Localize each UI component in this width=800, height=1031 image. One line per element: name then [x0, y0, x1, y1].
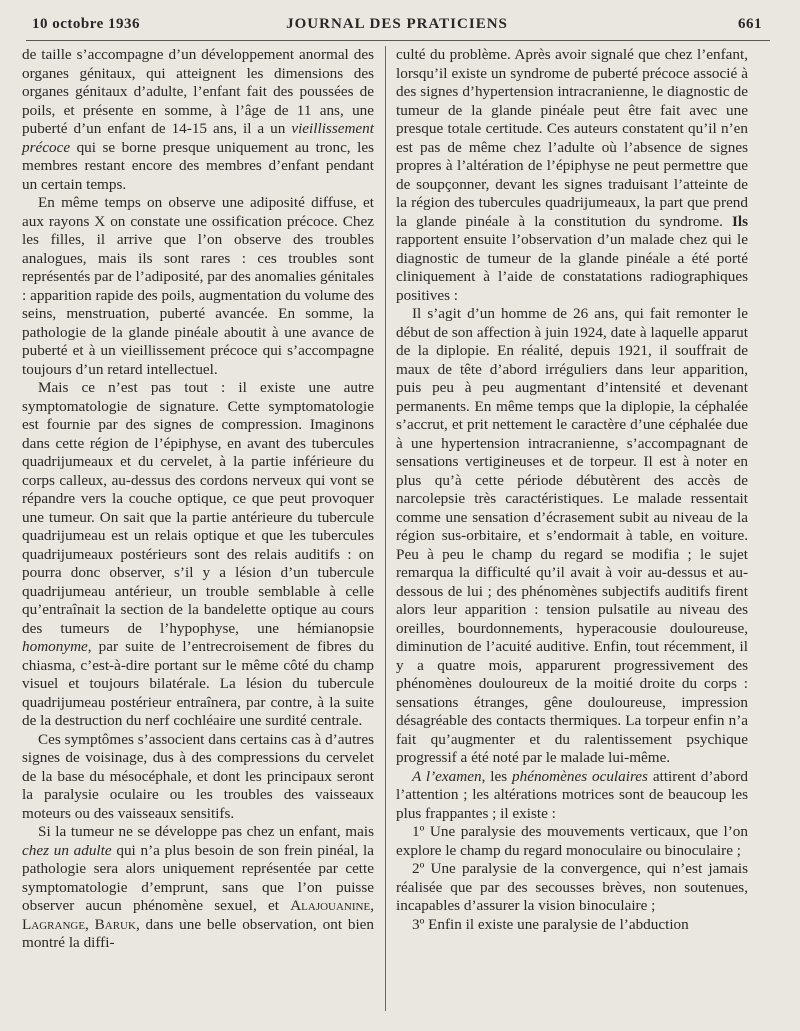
paragraph — [396, 768, 748, 824]
header-rule — [26, 40, 770, 41]
paragraph — [22, 379, 374, 731]
paragraph: En même temps on observe une adiposité diffuse, et aux rayons X on constate une ossification précoce. Chez les filles, il arrive que l’on observe des troubles analogues, mais ils sont rares : ces troubles sont représentés par de l’adiposité, par des anomalies génitales : apparition rapide des poils, augmentation du volume des seins, menstruation, puberté avancée. En somme, la pathologie de la glande pinéale aboutit à une avance de puberté et à un vieillissement précoce qui s’accompagne toujours d’un retard intellectuel. — [22, 194, 374, 378]
paragraph — [22, 823, 374, 953]
left-column — [22, 46, 374, 953]
emphasis: chez un adulte — [22, 841, 112, 859]
text-run: qui n’a plus besoin de son frein pinéal, la pathologie sera alors uniquement représentée par cette symptomatologie d’emprunt, sans que l’on puisse observer aucun phénomène sexuel, et — [22, 841, 374, 914]
emphasis: A l’examen — [412, 767, 482, 785]
journal-title: JOURNAL DES PRATICIENS — [286, 16, 508, 32]
text-run: rapportent ensuite l’observation d’un malade chez qui le diagnostic de tumeur de la glande pinéale a été porté cliniquement à l’aide de constatations radiographiques positives : — [396, 231, 748, 304]
text-run: culté du problème. Après avoir signalé que chez l’enfant, lorsqu’il existe un syndrome de puberté précoce associé à des signes d’hypertension intracranienne, le diagnostic de tumeur de la glande pinéale peut être fait avec une presque totale certitude. Ces auteurs constatent qu’il n’en est pas de même chez l’adulte où l’absence de signes propres à l’altération de l’épiphyse ne peut permettre que de soupçonner, devant les signes traduisant l’atteinte de la région des tubercules quadrijumeaux, la part que prend la glande pinéale à la constitution du syndrome. — [396, 46, 748, 230]
emphasis: homonyme — [22, 638, 88, 655]
issue-date: 10 octobre 1936 — [32, 16, 141, 32]
paragraph: Il s’agit d’un homme de 26 ans, qui fait remonter le début de son affection à juin 1924, date à laquelle apparut de la diplopie. En réalité, depuis 1921, il souffrait de maux de tête d’abord irréguliers dans leur apparition, puis peu à peu augmentant d’intensité et devenant permanents. En même temps que la diplopie, la céphalée s’accrut, et prit nettement le caractère d’une céphalée due à une hypertension intracranienne, s’accompagnant de sensations vertigineuses et de torpeur. Il est à noter en plus qu’à cette période débutèrent des accès de narcolepsie très caractéristiques. Le malade ressentait comme une sensation d’écrasement subit au niveau de la région sus-orbitaire, et s’endormait à table, en voiture. Peu à peu le champ du regard se modifia ; le sujet remarqua la difficulté qu’il avait à voir au-dessus et au-dessous de lui ; des phénomènes subjectifs auditifs firent alors leur apparition : tension pulsatile au niveau des oreilles, bourdonnements, hyperacousie douloureuse, diminution de l’acuité auditive. Enfin, tout récemment, il y a quatre mois, apparurent progressivement des phénomènes douloureux de la moitié droite du corps : sensations étranges, gêne douloureuse, impression désagréable des contacts thermiques. La torpeur enfin n’a fait qu’augmenter et du ralentissement psychique progressif a été noté par le malade lui-même. — [396, 305, 748, 766]
text-run: Ils — [731, 212, 748, 230]
paragraph — [22, 46, 374, 194]
column-divider — [385, 46, 386, 1011]
emphasis: vieillissement précoce — [22, 120, 374, 156]
text-run: qui se borne presque uniquement au tronc, les membres restant encore des membres d’enfant pendant un certain temps. — [22, 138, 374, 193]
text-run: , par suite de l’entrecroisement de fibres du chiasma, c’est-à-dire portant sur le même côté du champ visuel et toujours bilatérale. La lésion du tubercule quadrijumeau postérieur entraînera, par contre, à la suite de la destruction du nerf cochléaire une surdité centrale. — [22, 638, 374, 729]
page-number: 661 — [738, 16, 762, 32]
paragraph: Ces symptômes s’associent dans certains cas à d’autres signes de voisinage, dus à des compressions du cervelet de la base du mésocéphale, et dont les principaux seront la paralysie oculaire ou les troubles des vaisseaux moteurs ou des vaisseaux sensitifs. — [22, 730, 374, 822]
list-item: 1º Une paralysie des mouvements verticaux, que l’on explore le champ du regard monoculaire ou binoculaire ; — [396, 823, 748, 859]
list-item: 2º Une paralysie de la convergence, qui n’est jamais réalisée que par des secousses brèves, non soutenues, incapables d’assurer la vision binoculaire ; — [396, 860, 748, 914]
author-names: Alajouanine, Lagrange, Baruk, — [22, 897, 374, 933]
text-run: , les — [481, 767, 513, 785]
text-run: dans une belle observation, ont bien montré la diffi- — [22, 915, 374, 951]
text-run: attirent d’abord l’attention ; les altérations motrices sont de beaucoup les plus frappantes ; il existe : — [396, 767, 749, 822]
text-run: de taille s’accompagne d’un développement anormal des organes génitaux, qui atteignent les dimensions des organes génitaux d’adulte, l’enfant fait des poussées de poils, et présente en somme, à l’âge de 11 ans, une puberté d’un enfant de 14-15 ans, il a un — [22, 46, 374, 137]
list-item: 3º Enfin il existe une paralysie de l’abduction — [412, 915, 689, 933]
text-run: Mais ce n’est pas tout : il existe une autre symptomatologie de signature. Cette symptomatologie est fournie par des signes de compression. Imaginons dans cette région de l’épiphyse, en avant des tubercules quadrijumeaux et du cervelet, à la partie inférieure du corps calleux, au-dessus des cordons nerveux qui vont se répandre vers la couche optique, ce que peut provoquer une tumeur. On sait que la partie antérieure du tubercule quadrijumeau est un relais optique et que les tubercules quadrijumeaux postérieurs sont des relais auditifs : on pourra donc observer, s’il y a lésion d’un tubercule quadrijumeau antérieur, un trouble semblable à celle qu’entraînait la section de la bandelette optique au cours des tumeurs de l’hypophyse, une hémianopsie — [22, 379, 374, 637]
text-run: Si la tumeur ne se développe pas chez un enfant, mais — [38, 823, 374, 840]
emphasis: phénomènes oculaires — [512, 767, 648, 785]
running-header — [32, 14, 762, 36]
paragraph — [396, 46, 748, 305]
right-column — [396, 46, 748, 934]
